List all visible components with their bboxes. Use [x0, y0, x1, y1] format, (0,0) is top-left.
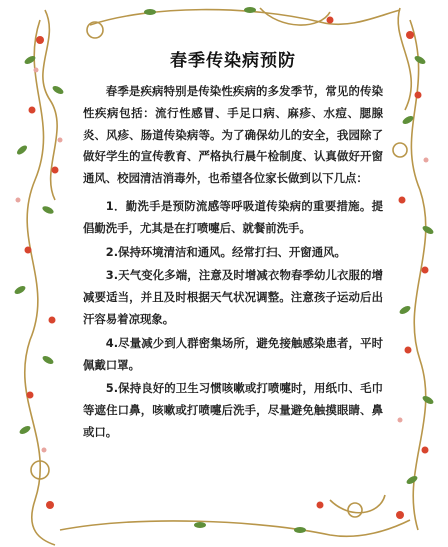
- point-4: 4.尽量减少到人群密集场所，避免接触感染患者，平时佩戴口罩。: [83, 335, 383, 372]
- intro-paragraph: 春季是疾病特别是传染性疾病的多发季节，常见的传染性疾病包括：流行性感冒、手足口病、麻疹、水痘、腮腺炎、风疹、肠道传染病等。为了确保幼儿的安全，我园除了做好学生的宣传教育、严格执行晨午检制度、认真做好开窗通风、校园清洁消毒外，也希望各位家长做到以下几点：: [83, 84, 383, 186]
- page-title: 春季传染病预防: [170, 51, 296, 71]
- point-3: 3.天气变化多端，注意及时增减衣物春季幼儿衣服的增减要适当，并且及时根据天气状况调整。注意孩子运动后出汗容易着凉现象。: [83, 268, 383, 326]
- notice-body: [83, 46, 383, 446]
- right-vine: [410, 20, 426, 530]
- left-vine: [25, 20, 55, 545]
- bottom-vine: [60, 520, 410, 536]
- top-vine: [90, 10, 400, 25]
- point-5: 5.保持良好的卫生习惯咳嗽或打喷嚏时，用纸巾、毛巾等遮住口鼻，咳嗽或打喷嚏后洗手，尽量避免触摸眼睛、鼻或口。: [83, 381, 383, 439]
- point-1: 1．勤洗手是预防流感等呼吸道传染病的重要措施。提倡勤洗手，尤其是在打喷嚏后、就餐前洗手。: [83, 198, 383, 235]
- point-2: 2.保持环境清洁和通风。经常打扫、开窗通风。: [105, 244, 346, 259]
